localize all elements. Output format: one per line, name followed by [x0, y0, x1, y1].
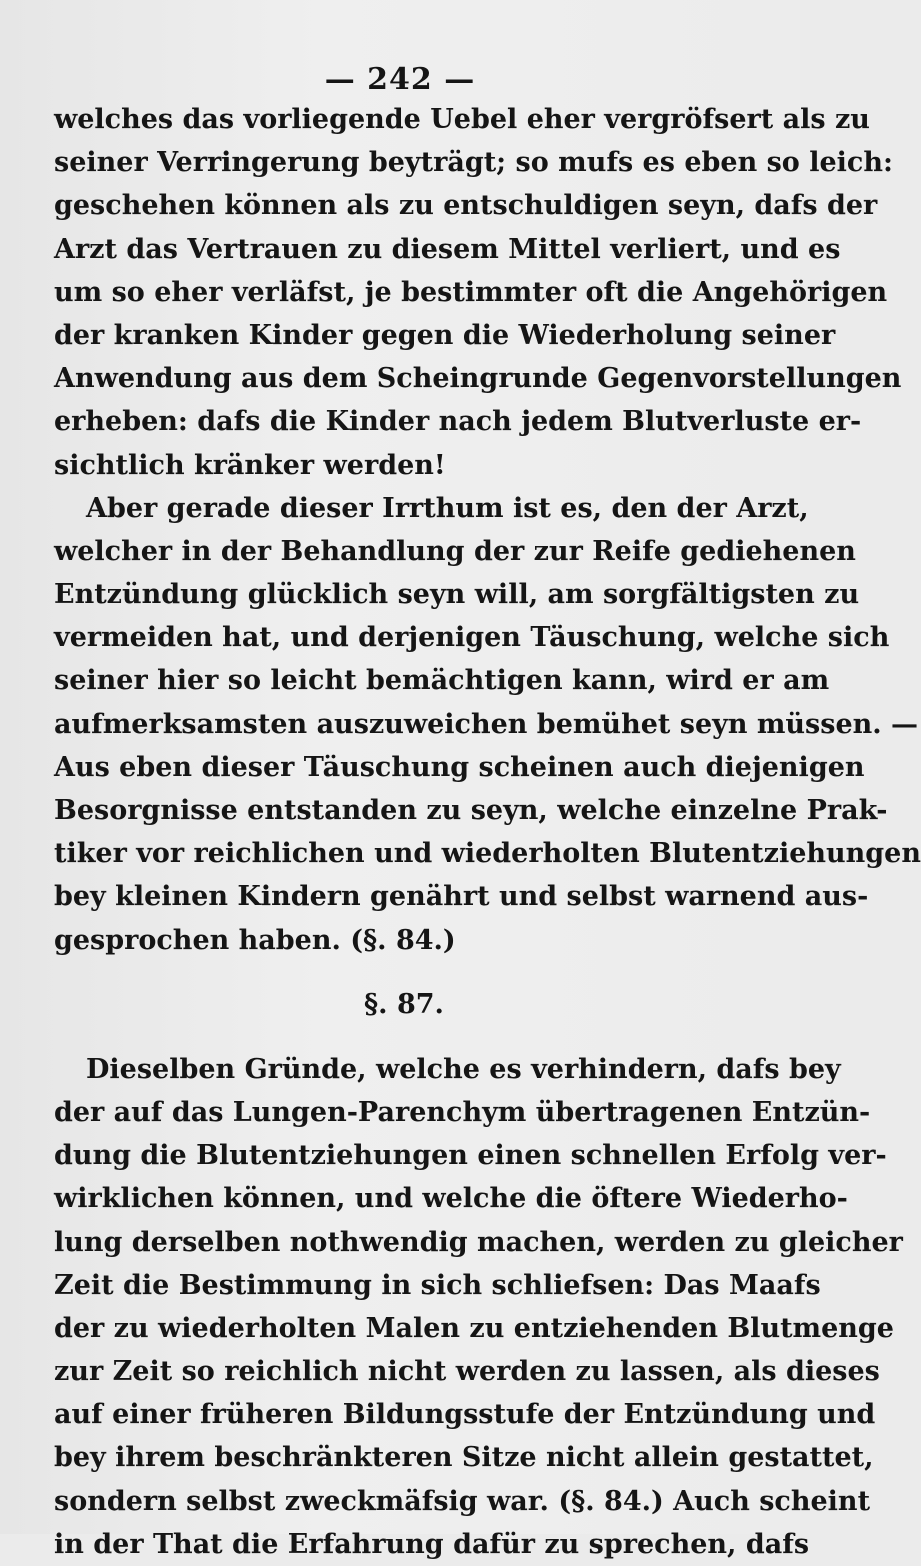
- paragraph-2: [54, 487, 921, 962]
- text-line: welcher in der Behandlung der zur Reife gediehenen: [54, 535, 856, 567]
- text-line: der zu wiederholten Malen zu entziehenden Blutmenge: [54, 1312, 894, 1344]
- text-line: zur Zeit so reichlich nicht werden zu lassen, als dieses: [54, 1356, 880, 1388]
- paragraph-1: [54, 98, 902, 487]
- section-heading: §. 87.: [364, 988, 444, 1020]
- text-line: um so eher verläfst, je bestimmter oft die Angehörigen: [54, 276, 888, 308]
- text-line: der kranken Kinder gegen die Wiederholung seiner: [54, 319, 836, 351]
- paragraph-3: [54, 1048, 903, 1566]
- text-line: seiner hier so leicht bemächtigen kann, wird er am: [54, 665, 830, 697]
- text-line: in der That die Erfahrung dafür zu sprechen, dafs: [54, 1528, 810, 1560]
- page-body: [54, 98, 921, 1566]
- text-line: Aus eben dieser Täuschung scheinen auch diejenigen: [54, 751, 865, 783]
- text-line: Besorgnisse entstanden zu seyn, welche einzelne Prak-: [54, 795, 888, 826]
- text-line: seiner Verringerung beyträgt; so mufs es eben so leich:: [54, 147, 893, 179]
- text-line: tiker vor reichlichen und wiederholten Blutentziehungen: [54, 838, 921, 870]
- text-line: aufmerksamsten auszuweichen bemühet seyn müssen. —: [54, 708, 919, 740]
- text-line: Anwendung aus dem Scheingrunde Gegenvorstellungen: [54, 363, 902, 395]
- text-line: erheben: dafs die Kinder nach jedem Blutverluste er-: [54, 406, 862, 438]
- text-line: lung derselben nothwendig machen, werden zu gleicher: [54, 1226, 903, 1258]
- text-line: geschehen können als zu entschuldigen seyn, dafs der: [54, 190, 878, 222]
- text-line: gesprochen haben. (§. 84.): [54, 924, 456, 956]
- page-number: — 242 —: [324, 62, 476, 97]
- text-line: dung die Blutentziehungen einen schnellen Erfolg ver-: [54, 1140, 887, 1172]
- text-line: Dieselben Gründe, welche es verhindern, dafs bey: [86, 1053, 841, 1085]
- text-line: bey kleinen Kindern genährt und selbst warnend aus-: [54, 881, 869, 913]
- text-line: Arzt das Vertrauen zu diesem Mittel verliert, und es: [54, 233, 841, 265]
- text-line: Aber gerade dieser Irrthum ist es, den der Arzt,: [86, 492, 809, 524]
- text-line: vermeiden hat, und derjenigen Täuschung, welche sich: [54, 622, 890, 654]
- text-line: Entzündung glücklich seyn will, am sorgfältigsten zu: [54, 579, 860, 611]
- text-line: Zeit die Bestimmung in sich schliefsen: Das Maafs: [54, 1269, 821, 1301]
- text-line: bey ihrem beschränkteren Sitze nicht allein gestattet,: [54, 1442, 874, 1474]
- text-line: der auf das Lungen-Parenchym übertragenen Entzün-: [54, 1096, 871, 1128]
- text-line: sichtlich kränker werden!: [54, 449, 446, 481]
- text-line: sondern selbst zweckmäfsig war. (§. 84.) Auch scheint: [54, 1485, 871, 1517]
- text-line: auf einer früheren Bildungsstufe der Entzündung und: [54, 1399, 876, 1431]
- text-line: wirklichen können, und welche die öftere Wiederho-: [54, 1183, 848, 1215]
- text-line: welches das vorliegende Uebel eher vergröfsert als zu: [54, 104, 870, 135]
